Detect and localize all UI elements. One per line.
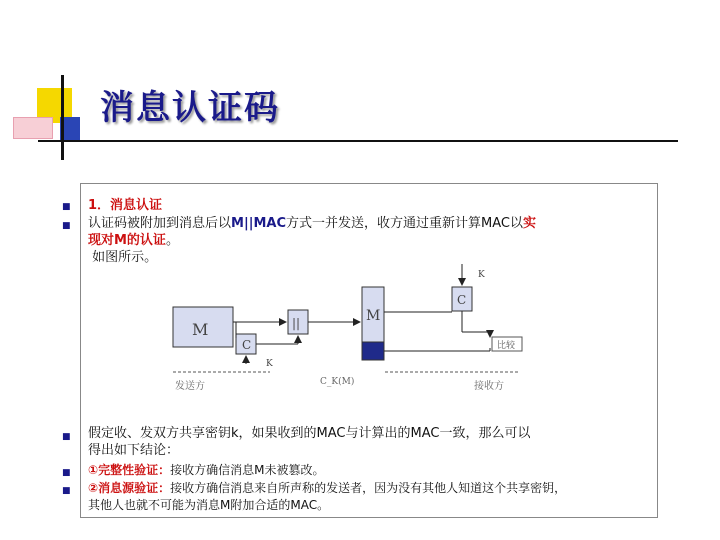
bullet-3-text: 假定收、发双方共享密钥k，如果收到的MAC与计算出的MAC一致，那么可以 得出如下结论： [88, 426, 531, 458]
bullet-5-text: ②消息源验证：接收方确信消息来自所声称的发送者，因为没有其他人知道这个共享密钥， 其他人也就不可能为消息M附加合适的MAC。 [88, 481, 567, 512]
mac-function-label: C [242, 338, 252, 352]
receiver-mac-label: C [457, 293, 467, 307]
bullet-icon: ■ [62, 432, 71, 442]
slide-title: 消息认证码 [100, 88, 280, 128]
compare-label: 比较 [497, 341, 516, 351]
bullet-2-text: 认证码被附加到消息后以M||MAC方式一并发送，收方通过重新计算MAC以实 现对M的认证。 如图所示。 [88, 216, 536, 265]
bullet-icon: ■ [62, 486, 71, 496]
bullet-4-text: ①完整性验证：接收方确信消息M未被篡改。 [88, 463, 325, 477]
title-underline [38, 140, 678, 142]
bullet-icon: ■ [62, 468, 71, 478]
received-message-label: M [366, 308, 381, 324]
decor-pink-square [13, 117, 53, 139]
receiver-key-label: K [478, 270, 485, 280]
decor-vertical-line [61, 75, 64, 160]
sender-key-label: K [266, 359, 273, 369]
section-label: 1．消息认证 [88, 198, 163, 213]
bullet-icon: ■ [62, 221, 71, 231]
concat-label: || [292, 316, 301, 330]
sender-message-label: M [192, 320, 209, 339]
sender-label: 发送方 [175, 381, 205, 392]
mac-value-label: C_K(M) [320, 377, 355, 387]
bullet-1-text [88, 197, 162, 214]
mac-diagram [170, 262, 560, 397]
receiver-label: 接收方 [474, 381, 504, 392]
mac-block [362, 342, 384, 360]
bullet-icon: ■ [62, 202, 71, 212]
